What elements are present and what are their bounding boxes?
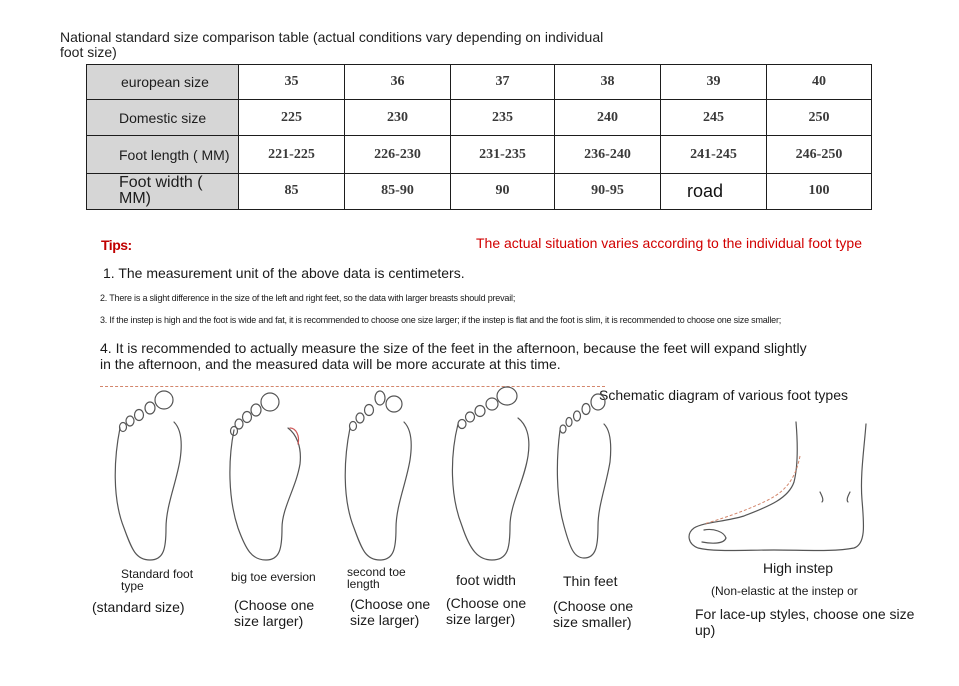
row-label-foot-length: Foot length ( MM) xyxy=(87,136,239,173)
foot-advice-thin: (Choose one size smaller) xyxy=(553,598,634,630)
row-label-european-size: european size xyxy=(87,65,239,100)
table-cell: 240 xyxy=(555,100,661,136)
table-cell: 245 xyxy=(661,100,767,136)
table-cell: 85 xyxy=(239,173,345,209)
table-cell: 225 xyxy=(239,100,345,136)
table-cell: 241-245 xyxy=(661,136,767,173)
high-instep-advice: For lace-up styles, choose one size up) xyxy=(695,606,915,638)
foot-type-label-thin: Thin feet xyxy=(563,573,618,589)
table-cell: 100 xyxy=(767,173,872,209)
table-cell: 38 xyxy=(555,65,661,100)
table-cell: 235 xyxy=(451,100,555,136)
foot-advice-standard: (standard size) xyxy=(92,599,185,615)
table-row xyxy=(87,136,872,173)
tip-item-3: 3. If the instep is high and the foot is wide and fat, it is recommended to choose one size larger; if the instep is flat and the foot is slim, it is recommended to choose one size smaller; xyxy=(100,315,782,325)
table-cell: 90-95 xyxy=(555,173,661,209)
table-cell: 36 xyxy=(345,65,451,100)
foot-type-label-high-instep: High instep xyxy=(763,560,834,576)
tips-note: The actual situation varies according to the individual foot type xyxy=(476,235,863,251)
table-cell: 230 xyxy=(345,100,451,136)
foot-type-label-big-toe-eversion: big toe eversion xyxy=(231,570,316,584)
table-cell: 35 xyxy=(239,65,345,100)
table-cell: 39 xyxy=(661,65,767,100)
table-cell: 40 xyxy=(767,65,872,100)
table-cell: 236-240 xyxy=(555,136,661,173)
table-cell: road xyxy=(661,173,767,209)
table-cell: 90 xyxy=(451,173,555,209)
thin-foot-icon xyxy=(552,390,618,562)
high-instep-note: (Non-elastic at the instep or xyxy=(711,584,858,598)
table-row xyxy=(87,100,872,136)
page-title: National standard size comparison table (actual conditions vary depending on individual foot size) xyxy=(60,29,604,60)
tips-label: Tips: xyxy=(101,237,132,253)
row-label-domestic-size: Domestic size xyxy=(87,100,239,136)
foot-advice-foot-width: (Choose one size larger) xyxy=(446,595,527,627)
foot-type-label-foot-width: foot width xyxy=(456,572,516,588)
row-label-foot-width: Foot width ( MM) xyxy=(87,173,239,209)
standard-foot-icon xyxy=(110,388,190,564)
tip-item-1: 1. The measurement unit of the above data is centimeters. xyxy=(103,265,465,281)
table-cell: 246-250 xyxy=(767,136,872,173)
foot-width-foot-icon xyxy=(450,384,534,564)
table-cell: 221-225 xyxy=(239,136,345,173)
table-row xyxy=(87,65,872,100)
foot-type-label-second-toe: second toe length xyxy=(347,565,406,591)
foot-advice-second-toe: (Choose one size larger) xyxy=(350,596,431,628)
table-cell: 231-235 xyxy=(451,136,555,173)
table-cell: 37 xyxy=(451,65,555,100)
table-row xyxy=(87,173,872,209)
second-toe-length-foot-icon xyxy=(340,388,420,564)
size-comparison-table xyxy=(86,64,872,210)
high-instep-foot-icon xyxy=(684,420,870,556)
table-cell: 250 xyxy=(767,100,872,136)
foot-type-label-standard: Standard foot type xyxy=(121,567,194,593)
table-cell: 85-90 xyxy=(345,173,451,209)
tip-item-2: 2. There is a slight difference in the size of the left and right feet, so the data with larger breasts should prevail; xyxy=(100,293,516,303)
table-cell: 226-230 xyxy=(345,136,451,173)
tip-item-4: 4. It is recommended to actually measure the size of the feet in the afternoon, because the feet will expand slightly in the afternoon, and the measured data will be more accurate at this time. xyxy=(100,340,807,372)
big-toe-eversion-foot-icon xyxy=(226,388,306,564)
diagram-title: Schematic diagram of various foot types xyxy=(599,387,849,403)
foot-advice-big-toe-eversion: (Choose one size larger) xyxy=(234,597,315,629)
